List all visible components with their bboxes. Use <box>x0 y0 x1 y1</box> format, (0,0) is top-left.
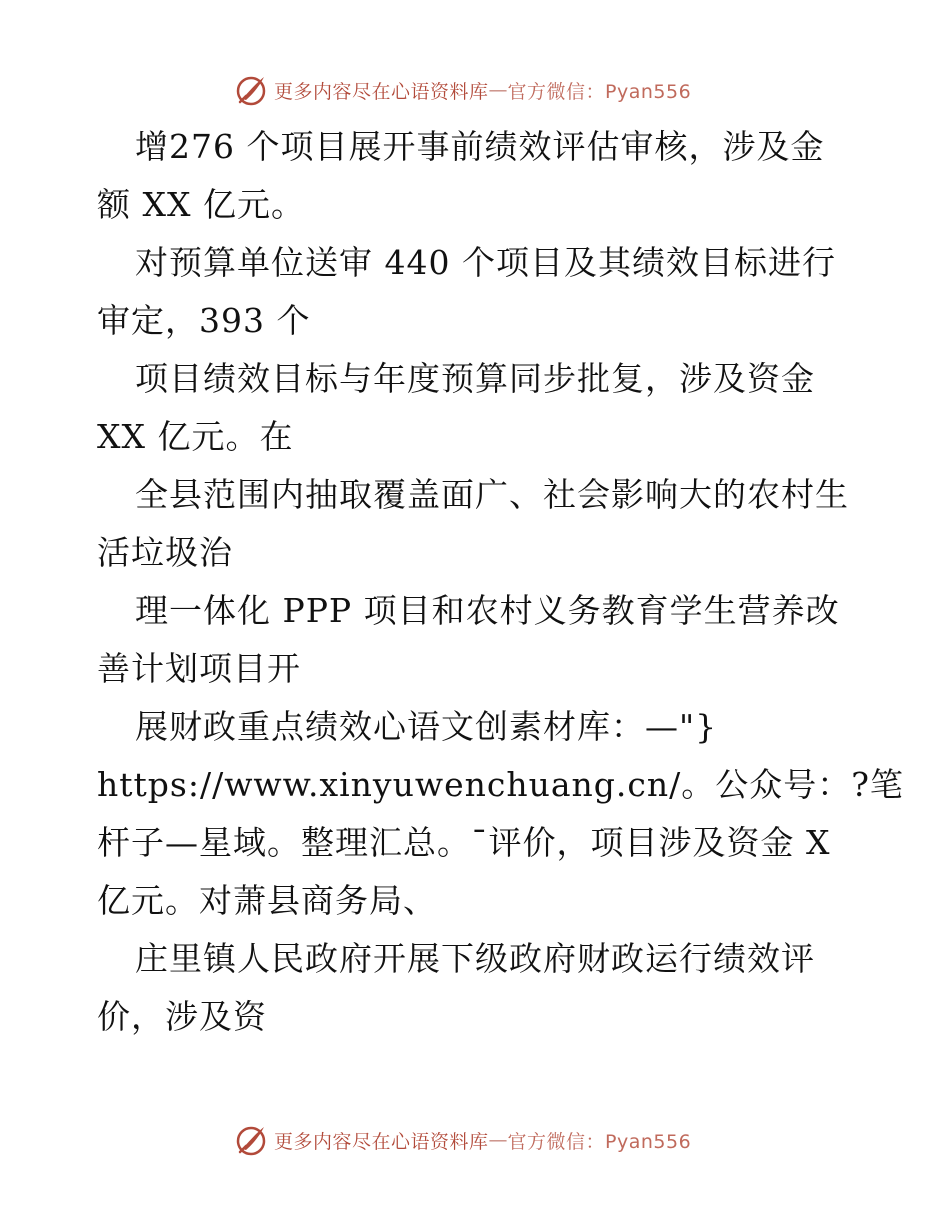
body-line: 亿元。对萧县商务局、 <box>97 881 437 920</box>
header-banner-text: 更多内容尽在心语资料库 <box>274 80 489 103</box>
document-body <box>97 118 904 1046</box>
body-line: 额 XX 亿元。 <box>97 185 305 224</box>
footer-wechat-text: 官方微信：Pyan556 <box>507 1130 692 1153</box>
body-line: XX 亿元。在 <box>97 417 294 456</box>
body-line: 项目绩效目标与年度预算同步批复，涉及资金 <box>135 359 815 398</box>
body-line: 价，涉及资 <box>97 997 267 1036</box>
body-line: 庄里镇人民政府开展下级政府财政运行绩效评 <box>135 939 815 978</box>
header-banner-dash: — <box>488 79 508 101</box>
body-line: 全县范围内抽取覆盖面广、社会影响大的农村生 <box>135 475 849 514</box>
body-line: 杆子—星域。整理汇总。¯评价，项目涉及资金 X <box>97 823 831 862</box>
quill-pen-logo-icon <box>234 73 268 107</box>
body-line: 对预算单位送审 440 个项目及其绩效目标进行 <box>135 243 836 282</box>
body-line: 活垃圾治 <box>97 533 233 572</box>
header-banner <box>234 72 691 108</box>
footer-banner-dash: — <box>488 1129 508 1151</box>
body-line: 增276 个项目展开事前绩效评估审核，涉及金 <box>135 127 825 166</box>
body-line: 展财政重点绩效心语文创素材库：—"} <box>135 707 718 746</box>
header-wechat-text: 官方微信：Pyan556 <box>507 80 692 103</box>
quill-pen-logo-icon <box>234 1123 268 1157</box>
body-line: 审定，393 个 <box>97 301 311 340</box>
body-line: https://www.xinyuwenchuang.cn/。公众号：?笔 <box>97 765 904 804</box>
footer-banner <box>234 1122 691 1158</box>
body-line: 善计划项目开 <box>97 649 301 688</box>
footer-banner-text: 更多内容尽在心语资料库 <box>274 1130 489 1153</box>
body-line: 理一体化 PPP 项目和农村义务教育学生营养改 <box>135 591 840 630</box>
